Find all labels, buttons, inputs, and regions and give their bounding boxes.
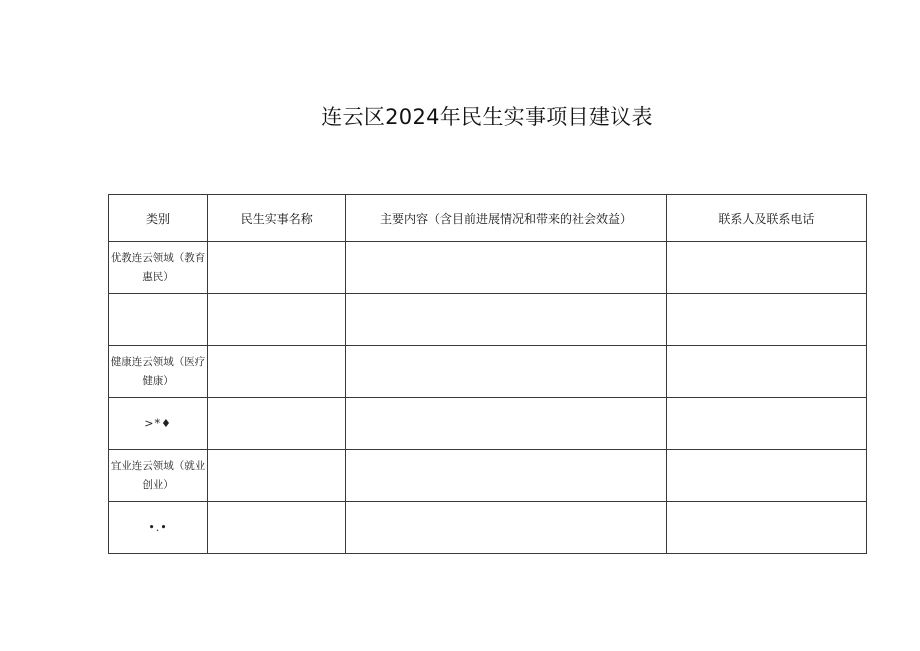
project-name-cell[interactable] <box>208 450 346 502</box>
contact-cell[interactable] <box>666 398 866 450</box>
project-name-cell[interactable] <box>208 242 346 294</box>
contact-cell[interactable] <box>666 502 866 554</box>
contact-cell[interactable] <box>666 242 866 294</box>
project-name-cell[interactable] <box>208 294 346 346</box>
category-cell: •.• <box>109 502 208 554</box>
main-content-cell[interactable] <box>346 346 666 398</box>
main-content-cell[interactable] <box>346 398 666 450</box>
proposal-table <box>108 194 867 554</box>
table-header-row <box>109 195 867 242</box>
column-header-category: 类别 <box>109 195 208 242</box>
main-content-cell[interactable] <box>346 242 666 294</box>
category-cell: >*♦ <box>109 398 208 450</box>
category-cell: 优教连云领域（教育惠民） <box>109 242 208 294</box>
project-name-cell[interactable] <box>208 502 346 554</box>
contact-cell[interactable] <box>666 450 866 502</box>
main-content-cell[interactable] <box>346 502 666 554</box>
contact-cell[interactable] <box>666 294 866 346</box>
contact-cell[interactable] <box>666 346 866 398</box>
table-row <box>109 398 867 450</box>
table-row <box>109 294 867 346</box>
column-header-contact: 联系人及联系电话 <box>666 195 866 242</box>
category-cell: 健康连云领域（医疗健康） <box>109 346 208 398</box>
table-row <box>109 346 867 398</box>
column-header-main-content: 主要内容（含目前进展情况和带来的社会效益） <box>346 195 666 242</box>
column-header-project-name: 民生实事名称 <box>208 195 346 242</box>
main-content-cell[interactable] <box>346 450 666 502</box>
project-name-cell[interactable] <box>208 398 346 450</box>
page-title: 连云区2024年民生实事项目建议表 <box>321 105 653 129</box>
table-row <box>109 242 867 294</box>
table-row <box>109 450 867 502</box>
category-cell <box>109 294 208 346</box>
category-cell: 宜业连云领域（就业创业） <box>109 450 208 502</box>
table-row <box>109 502 867 554</box>
project-name-cell[interactable] <box>208 346 346 398</box>
main-content-cell[interactable] <box>346 294 666 346</box>
